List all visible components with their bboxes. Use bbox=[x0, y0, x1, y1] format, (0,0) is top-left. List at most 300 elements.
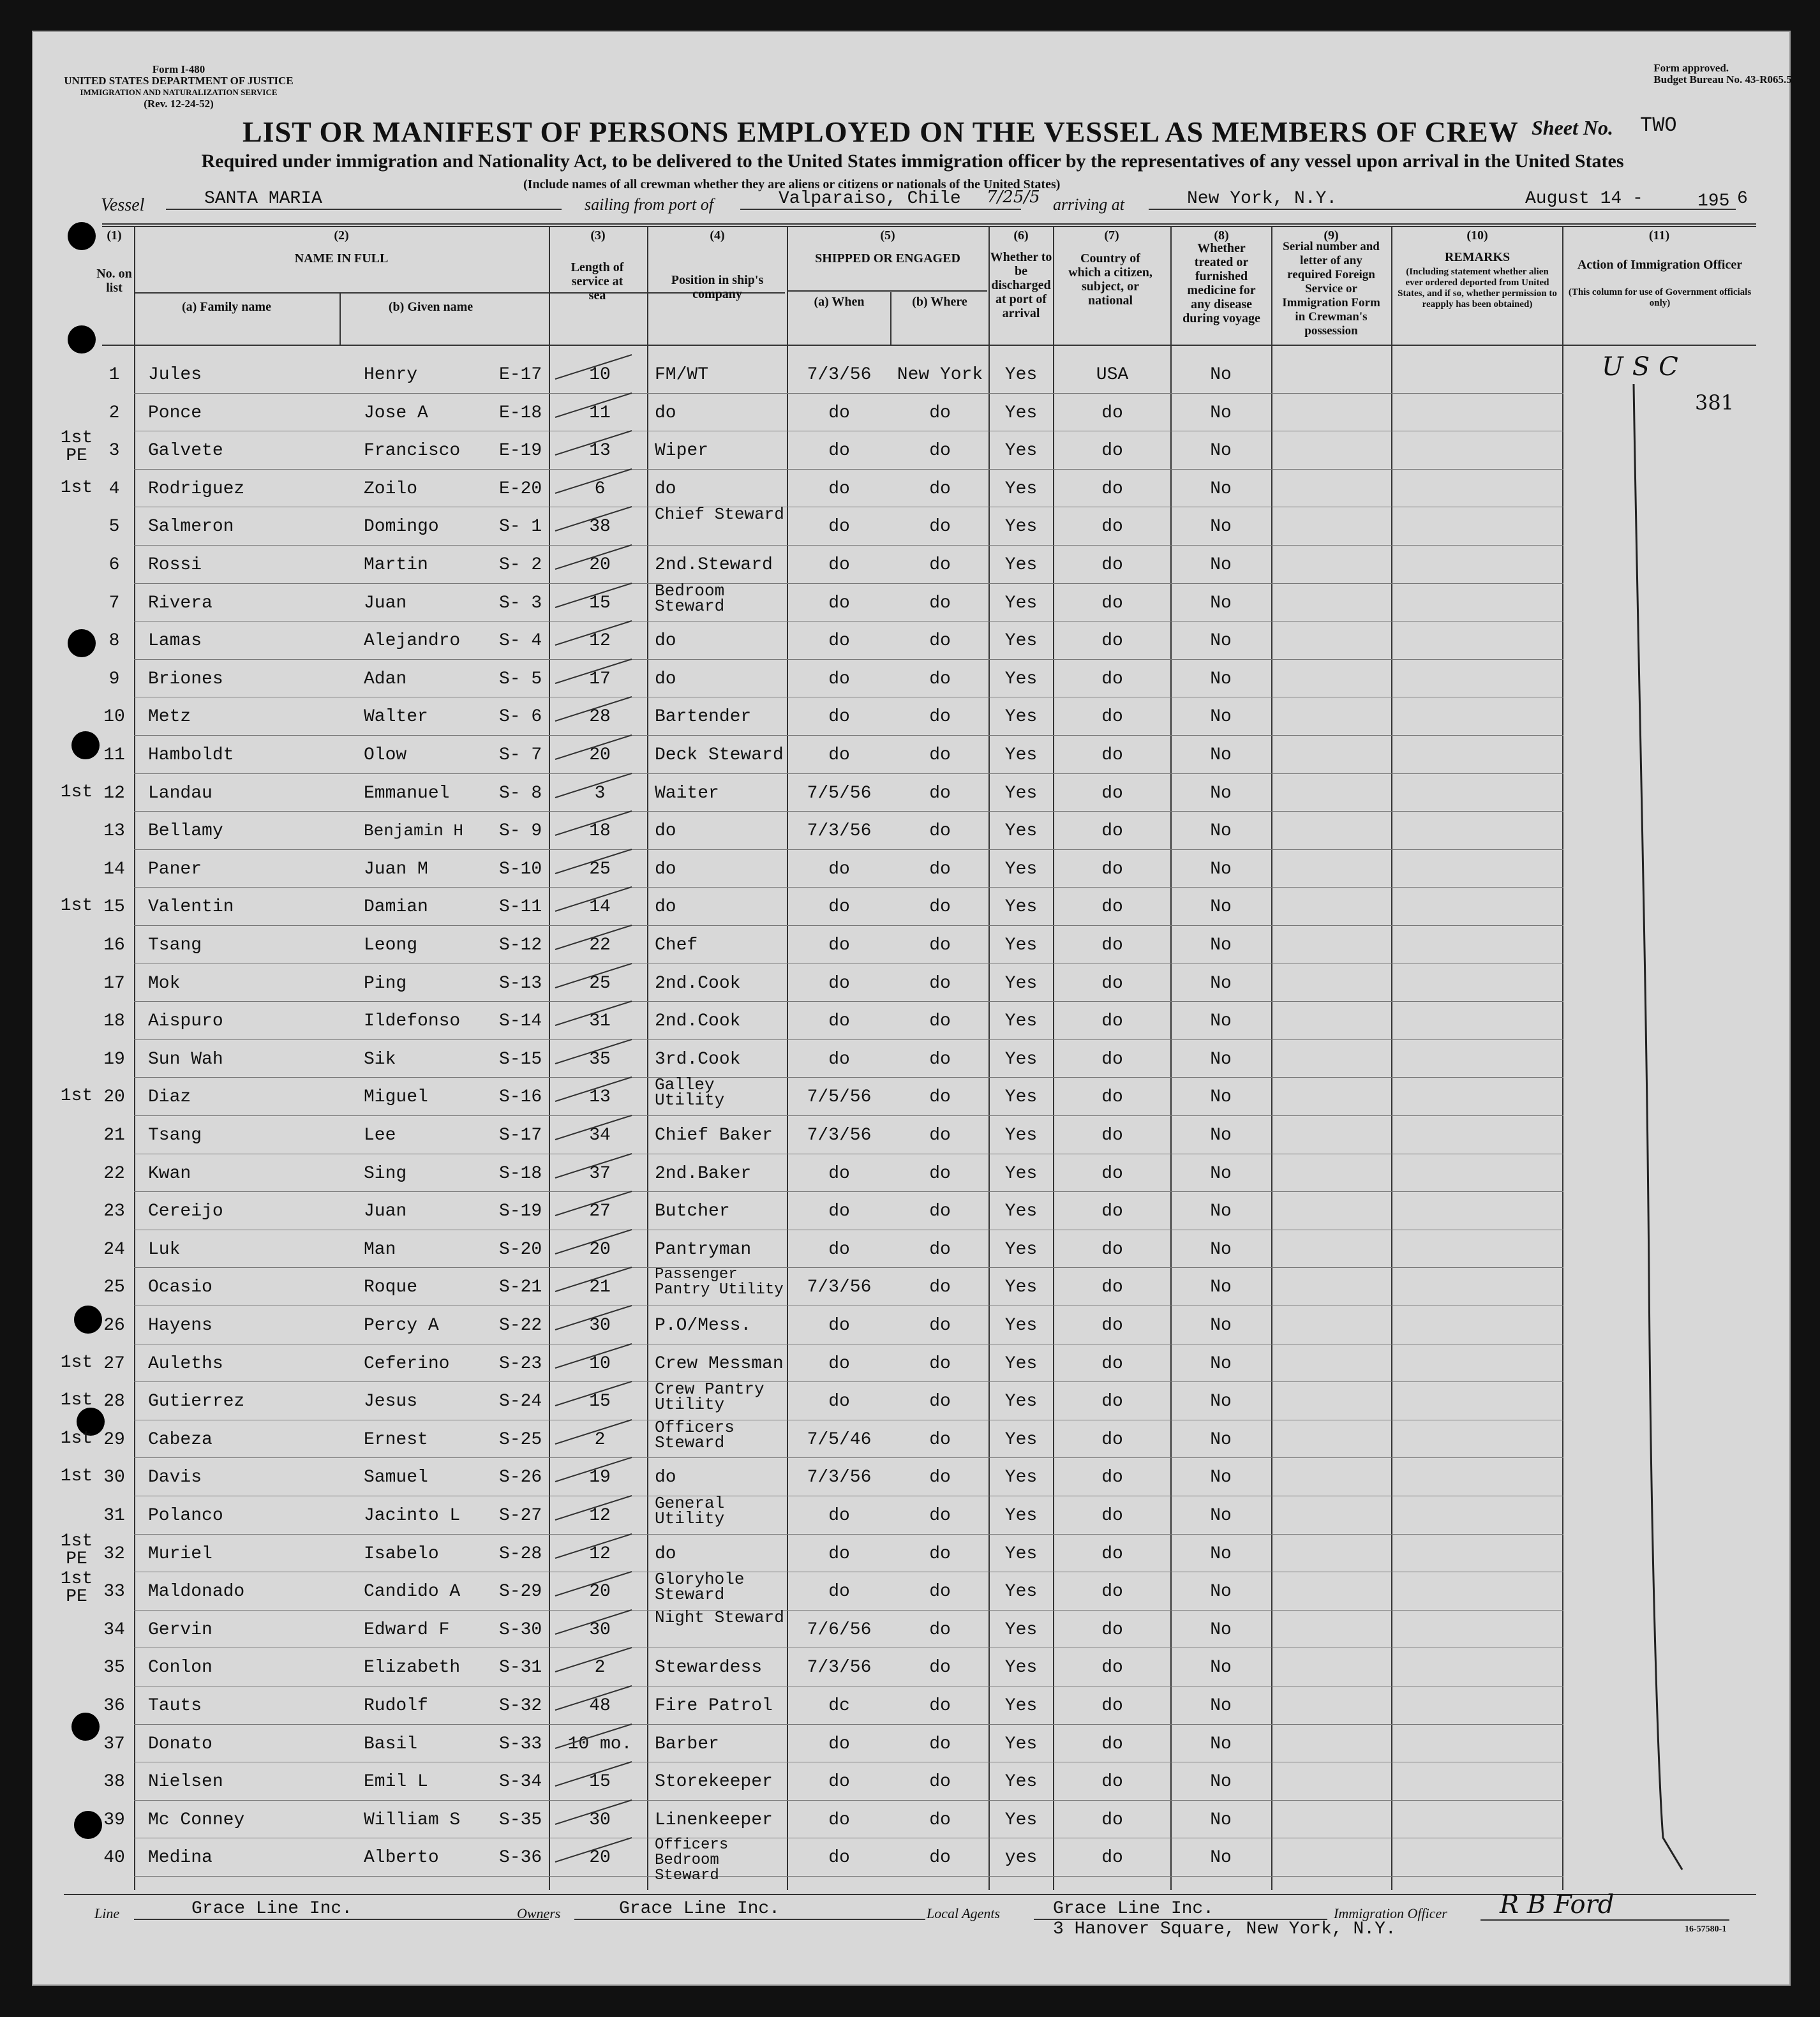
family-name: Metz bbox=[148, 707, 191, 727]
discharge: Yes bbox=[1004, 1087, 1038, 1108]
col11-subheader: (This column for use of Government officials only) bbox=[1568, 287, 1752, 308]
treated: No bbox=[1210, 1658, 1232, 1678]
service-length: 6 bbox=[594, 479, 606, 499]
service-length: 27 bbox=[589, 1202, 611, 1222]
officer-pen-line bbox=[1621, 383, 1685, 1895]
crew-code: S-16 bbox=[499, 1087, 542, 1108]
sailing-date: 7/25/5 bbox=[987, 188, 1040, 207]
engaged-when: do bbox=[828, 441, 850, 461]
row-rule bbox=[134, 469, 1563, 470]
country: do bbox=[1101, 1049, 1123, 1069]
engaged-where: do bbox=[929, 1658, 951, 1678]
vessel-label: Vessel bbox=[101, 195, 145, 215]
engaged-where: do bbox=[929, 1316, 951, 1336]
row-number: 2 bbox=[108, 403, 120, 423]
row-rule bbox=[134, 1534, 1563, 1535]
engaged-where: do bbox=[929, 1696, 951, 1716]
service-length: 15 bbox=[589, 1392, 611, 1412]
crew-code: S-18 bbox=[499, 1163, 542, 1184]
position: Fire Patrol bbox=[655, 1696, 773, 1716]
engaged-where: do bbox=[929, 1544, 951, 1564]
engaged-when: do bbox=[828, 745, 850, 765]
crew-code: S-36 bbox=[499, 1848, 542, 1868]
sailing-port: Valparaiso, Chile bbox=[740, 189, 1021, 210]
engaged-where: do bbox=[929, 707, 951, 727]
treated: No bbox=[1210, 935, 1232, 955]
crew-code: S-13 bbox=[499, 973, 542, 994]
position: Butcher bbox=[655, 1202, 730, 1222]
given-name: Jesus bbox=[364, 1392, 418, 1412]
family-name: Cabeza bbox=[148, 1429, 213, 1450]
row-rule bbox=[134, 1077, 1563, 1078]
engaged-when: 7/3/56 bbox=[807, 1658, 872, 1678]
engaged-where: do bbox=[929, 1734, 951, 1754]
discharge: Yes bbox=[1004, 1429, 1038, 1450]
position: Bedroom Steward bbox=[655, 581, 725, 616]
department: UNITED STATES DEPARTMENT OF JUSTICE bbox=[64, 75, 294, 87]
family-name: Cereijo bbox=[148, 1202, 223, 1222]
crew-code: S- 7 bbox=[499, 745, 542, 765]
engaged-where: do bbox=[929, 1239, 951, 1260]
check-tick-icon bbox=[549, 1112, 638, 1143]
engaged-where: do bbox=[929, 1772, 951, 1792]
country: do bbox=[1101, 1544, 1123, 1564]
service-length: 37 bbox=[589, 1163, 611, 1184]
position: Passenger Pantry Utility bbox=[655, 1266, 784, 1299]
given-name: Benjamin H bbox=[364, 821, 464, 841]
position: Pantryman bbox=[655, 1239, 752, 1260]
row-number: 10 bbox=[103, 707, 125, 727]
officer-label: Immigration Officer bbox=[1334, 1905, 1447, 1921]
discharge: Yes bbox=[1004, 859, 1038, 879]
country: do bbox=[1101, 1011, 1123, 1032]
check-tick-icon bbox=[549, 1263, 638, 1298]
punch-hole bbox=[68, 629, 96, 657]
treated: No bbox=[1210, 479, 1232, 499]
check-tick-icon bbox=[549, 1454, 638, 1488]
country: do bbox=[1101, 1392, 1123, 1412]
service-length: 30 bbox=[589, 1619, 611, 1640]
service-length: 12 bbox=[589, 631, 611, 651]
service-length: 12 bbox=[589, 1544, 611, 1564]
service-length: 20 bbox=[589, 555, 611, 575]
service-length: 21 bbox=[589, 1277, 611, 1298]
col1-header: No. on list bbox=[96, 267, 132, 295]
service-length: 38 bbox=[589, 517, 611, 537]
col1-number: (1) bbox=[107, 228, 122, 242]
country: USA bbox=[1096, 365, 1129, 385]
engaged-where: do bbox=[929, 821, 951, 842]
given-name: Damian bbox=[364, 897, 428, 918]
engaged-when: do bbox=[828, 1316, 850, 1336]
family-name: Rossi bbox=[148, 555, 202, 575]
row-number: 24 bbox=[103, 1239, 125, 1260]
check-tick-icon bbox=[549, 351, 638, 383]
check-tick-icon bbox=[549, 1150, 638, 1182]
row-number: 38 bbox=[103, 1772, 125, 1792]
family-name: Rivera bbox=[148, 593, 213, 613]
given-name: Isabelo bbox=[364, 1544, 439, 1564]
engaged-where: do bbox=[929, 1468, 951, 1488]
position: Chief Steward bbox=[655, 505, 784, 525]
engaged-when: do bbox=[828, 1163, 850, 1184]
check-tick-icon bbox=[549, 960, 638, 992]
arrival-year-prefix: 195 bbox=[1697, 191, 1730, 211]
service-length: 20 bbox=[589, 1848, 611, 1868]
family-name: Jules bbox=[148, 365, 202, 385]
check-tick-icon bbox=[549, 1073, 638, 1108]
col10-subheader: (Including statement whether alien ever ordered deported from United States, and if so, whether permission to reapply has been obtained) bbox=[1398, 267, 1557, 309]
engaged-where: do bbox=[929, 403, 951, 423]
treated: No bbox=[1210, 1772, 1232, 1792]
discharge: yes bbox=[1004, 1848, 1038, 1868]
discharge: Yes bbox=[1004, 1619, 1038, 1640]
engaged-where: do bbox=[929, 1049, 951, 1069]
engaged-when: do bbox=[828, 859, 850, 879]
check-tick-icon bbox=[549, 1492, 638, 1524]
column-divider bbox=[1562, 227, 1563, 1890]
treated: No bbox=[1210, 1544, 1232, 1564]
crew-code: S-27 bbox=[499, 1506, 542, 1526]
given-name: Sik bbox=[364, 1049, 396, 1069]
row-number: 28 bbox=[103, 1392, 125, 1412]
engaged-where: do bbox=[929, 783, 951, 803]
page-title: LIST OR MANIFEST OF PERSONS EMPLOYED ON THE VESSEL AS MEMBERS OF CREW bbox=[242, 115, 1519, 148]
form-number: Form I-480 bbox=[152, 63, 205, 75]
crew-code: S-33 bbox=[499, 1734, 542, 1754]
position: 2nd.Baker bbox=[655, 1163, 752, 1184]
row-mark: 1st bbox=[60, 1390, 93, 1411]
position: Gloryhole Steward bbox=[655, 1570, 745, 1605]
col5a-header: (a) When bbox=[814, 295, 865, 309]
row-rule bbox=[134, 1381, 1563, 1382]
crew-code: E-17 bbox=[499, 365, 542, 385]
check-tick-icon bbox=[549, 427, 638, 459]
row-mark: 1st PE bbox=[60, 1569, 93, 1607]
crew-code: S-32 bbox=[499, 1696, 542, 1716]
given-name: Ping bbox=[364, 973, 407, 994]
row-number: 25 bbox=[103, 1277, 125, 1298]
engaged-when: do bbox=[828, 1011, 850, 1032]
position: 2nd.Cook bbox=[655, 1011, 741, 1032]
check-tick-icon bbox=[549, 617, 638, 649]
given-name: Elizabeth bbox=[364, 1658, 461, 1678]
given-name: Juan M bbox=[364, 859, 428, 879]
family-name: Landau bbox=[148, 783, 213, 803]
engaged-where: do bbox=[929, 1126, 951, 1145]
service-length: 35 bbox=[589, 1049, 611, 1069]
row-number: 35 bbox=[103, 1658, 125, 1678]
given-name: Ildefonso bbox=[364, 1011, 461, 1032]
family-name: Tsang bbox=[148, 1126, 202, 1145]
check-tick-icon bbox=[549, 770, 638, 801]
row-mark: 1st bbox=[60, 1352, 93, 1373]
include-note: (Include names of all crewman whether they are aliens or citizens or nationals of the United States) bbox=[523, 177, 1061, 191]
discharge: Yes bbox=[1004, 1239, 1038, 1260]
engaged-when: dc bbox=[828, 1696, 850, 1716]
engaged-where: do bbox=[929, 1429, 951, 1450]
position: do bbox=[655, 1544, 676, 1564]
row-number: 1 bbox=[108, 365, 120, 385]
engaged-where: do bbox=[929, 745, 951, 765]
discharge: Yes bbox=[1004, 365, 1038, 385]
country: do bbox=[1101, 555, 1123, 575]
treated: No bbox=[1210, 973, 1232, 994]
row-mark: 1st bbox=[60, 477, 93, 498]
row-number: 18 bbox=[103, 1011, 125, 1032]
row-rule bbox=[134, 1267, 1563, 1268]
row-rule bbox=[134, 1115, 1563, 1116]
subheader-line bbox=[788, 290, 987, 292]
check-tick-icon bbox=[549, 1568, 638, 1600]
manifest-sheet bbox=[32, 31, 1791, 1986]
column-divider bbox=[988, 227, 990, 1890]
subtitle: Required under immigration and Nationality Act, to be delivered to the United States immigration officer by the representatives of any vessel upon arrival in the United States bbox=[201, 151, 1624, 172]
treated: No bbox=[1210, 1239, 1232, 1260]
position: P.O/Mess. bbox=[655, 1316, 752, 1336]
given-name: Candido A bbox=[364, 1582, 461, 1602]
discharge: Yes bbox=[1004, 1772, 1038, 1792]
crew-code: E-18 bbox=[499, 403, 542, 423]
discharge: Yes bbox=[1004, 479, 1038, 499]
row-rule bbox=[134, 1001, 1563, 1002]
crew-code: S-22 bbox=[499, 1316, 542, 1336]
given-name: Man bbox=[364, 1239, 396, 1260]
treated: No bbox=[1210, 1810, 1232, 1830]
position: Chief Baker bbox=[655, 1126, 773, 1145]
col10-header: REMARKS bbox=[1444, 250, 1510, 264]
given-name: Henry bbox=[364, 365, 418, 385]
treated: No bbox=[1210, 859, 1232, 879]
col11-number: (11) bbox=[1648, 228, 1670, 242]
discharge: Yes bbox=[1004, 821, 1038, 842]
position: do bbox=[655, 897, 676, 918]
crew-code: S- 8 bbox=[499, 783, 542, 803]
row-number: 27 bbox=[103, 1353, 125, 1374]
discharge: Yes bbox=[1004, 973, 1038, 994]
country: do bbox=[1101, 1772, 1123, 1792]
row-number: 22 bbox=[103, 1163, 125, 1184]
col6-number: (6) bbox=[1013, 228, 1029, 242]
country: do bbox=[1101, 935, 1123, 955]
service-length: 34 bbox=[589, 1126, 611, 1145]
punch-hole bbox=[68, 222, 96, 250]
crew-code: S-35 bbox=[499, 1810, 542, 1830]
discharge: Yes bbox=[1004, 783, 1038, 803]
crew-code: S-23 bbox=[499, 1353, 542, 1374]
family-name: Valentin bbox=[148, 897, 234, 918]
crew-code: S-15 bbox=[499, 1049, 542, 1069]
engaged-where: do bbox=[929, 517, 951, 537]
country: do bbox=[1101, 631, 1123, 651]
country: do bbox=[1101, 1696, 1123, 1716]
discharge: Yes bbox=[1004, 935, 1038, 955]
engaged-when: do bbox=[828, 973, 850, 994]
given-name: Ernest bbox=[364, 1429, 428, 1450]
agents-address: 3 Hanover Square, New York, N.Y. bbox=[1053, 1919, 1396, 1939]
family-name: Mc Conney bbox=[148, 1810, 245, 1830]
engaged-where: do bbox=[929, 1353, 951, 1374]
family-name: Sun Wah bbox=[148, 1049, 223, 1069]
service-length: 13 bbox=[589, 441, 611, 461]
row-rule bbox=[134, 1610, 1563, 1611]
engaged-where: do bbox=[929, 631, 951, 651]
check-tick-icon bbox=[549, 465, 638, 497]
row-number: 37 bbox=[103, 1734, 125, 1754]
column-divider bbox=[787, 227, 788, 1890]
engaged-where: do bbox=[929, 555, 951, 575]
treated: No bbox=[1210, 593, 1232, 613]
check-tick-icon bbox=[549, 731, 638, 763]
treated: No bbox=[1210, 707, 1232, 727]
given-name: Jose A bbox=[364, 403, 428, 423]
engaged-when: do bbox=[828, 1582, 850, 1602]
position: Bartender bbox=[655, 707, 752, 727]
service-length: 15 bbox=[589, 1772, 611, 1792]
row-number: 32 bbox=[103, 1544, 125, 1564]
form-header-block bbox=[45, 64, 313, 110]
table-top-border bbox=[102, 226, 1756, 227]
family-name: Kwan bbox=[148, 1163, 191, 1184]
treated: No bbox=[1210, 1582, 1232, 1602]
position: Chef bbox=[655, 935, 698, 955]
service-length: 22 bbox=[589, 935, 611, 955]
treated: No bbox=[1210, 1049, 1232, 1069]
discharge: Yes bbox=[1004, 1277, 1038, 1298]
engaged-where: do bbox=[929, 1011, 951, 1032]
column-divider bbox=[339, 292, 341, 346]
crew-code: S-28 bbox=[499, 1544, 542, 1564]
table-top-border bbox=[102, 223, 1756, 225]
engaged-where: do bbox=[929, 593, 951, 613]
crew-code: S-10 bbox=[499, 859, 542, 879]
given-name: Lee bbox=[364, 1126, 396, 1145]
discharge: Yes bbox=[1004, 1810, 1038, 1830]
family-name: Auleths bbox=[148, 1353, 223, 1374]
position: Galley Utility bbox=[655, 1075, 725, 1110]
treated: No bbox=[1210, 783, 1232, 803]
treated: No bbox=[1210, 1619, 1232, 1640]
row-rule bbox=[134, 393, 1563, 394]
given-name: Juan bbox=[364, 593, 407, 613]
row-rule bbox=[134, 583, 1563, 584]
usc-annotation: USC bbox=[1602, 352, 1687, 382]
engaged-when: 7/6/56 bbox=[807, 1619, 872, 1640]
family-name: Tsang bbox=[148, 935, 202, 955]
col2b-header: (b) Given name bbox=[388, 300, 474, 314]
arriving-label: arriving at bbox=[1053, 195, 1124, 214]
service-length: 48 bbox=[589, 1696, 611, 1716]
row-number: 17 bbox=[103, 973, 125, 994]
crew-code: S- 3 bbox=[499, 593, 542, 613]
revision: (Rev. 12-24-52) bbox=[144, 98, 214, 110]
engaged-when: do bbox=[828, 1848, 850, 1868]
given-name: Roque bbox=[364, 1277, 418, 1298]
col2-header: NAME IN FULL bbox=[294, 251, 389, 265]
discharge: Yes bbox=[1004, 555, 1038, 575]
family-name: Gutierrez bbox=[148, 1392, 245, 1412]
check-tick-icon bbox=[549, 579, 638, 611]
crew-code: S-25 bbox=[499, 1429, 542, 1450]
discharge: Yes bbox=[1004, 1506, 1038, 1526]
given-name: Leong bbox=[364, 935, 418, 955]
engaged-when: 7/3/56 bbox=[807, 821, 872, 842]
engaged-where: do bbox=[929, 1392, 951, 1412]
row-number: 21 bbox=[103, 1126, 125, 1145]
row-number: 26 bbox=[103, 1316, 125, 1336]
col11-header: Action of Immigration Officer bbox=[1577, 258, 1743, 272]
engaged-where: do bbox=[929, 897, 951, 918]
crew-code: S- 6 bbox=[499, 707, 542, 727]
crew-code: S-11 bbox=[499, 897, 542, 918]
country: do bbox=[1101, 783, 1123, 803]
check-tick-icon bbox=[549, 503, 638, 535]
engaged-where: do bbox=[929, 1202, 951, 1222]
col7-number: (7) bbox=[1104, 228, 1119, 242]
discharge: Yes bbox=[1004, 1582, 1038, 1602]
row-rule bbox=[134, 1039, 1563, 1040]
discharge: Yes bbox=[1004, 1316, 1038, 1336]
row-number: 15 bbox=[103, 897, 125, 918]
engaged-when: do bbox=[828, 1049, 850, 1069]
row-mark: 1st bbox=[60, 1428, 93, 1448]
engaged-when: do bbox=[828, 707, 850, 727]
country: do bbox=[1101, 1239, 1123, 1260]
service-length: 20 bbox=[589, 1239, 611, 1260]
country: do bbox=[1101, 1468, 1123, 1488]
country: do bbox=[1101, 403, 1123, 423]
engaged-where: New York bbox=[897, 365, 983, 385]
position: Officers Bedroom Steward bbox=[655, 1836, 729, 1885]
check-tick-icon bbox=[549, 1758, 638, 1790]
given-name: Miguel bbox=[364, 1087, 428, 1108]
family-name: Gervin bbox=[148, 1619, 213, 1640]
service-length: 30 bbox=[589, 1810, 611, 1830]
service-length: 31 bbox=[589, 1011, 611, 1032]
col2-number: (2) bbox=[334, 228, 349, 242]
check-tick-icon bbox=[549, 1226, 638, 1258]
country: do bbox=[1101, 1277, 1123, 1298]
col8-header: Whether treated or furnished medicine for any disease during voyage bbox=[1182, 241, 1260, 325]
discharge: Yes bbox=[1004, 517, 1038, 537]
col8-number: (8) bbox=[1214, 228, 1229, 242]
check-tick-icon bbox=[549, 389, 638, 421]
country: do bbox=[1101, 973, 1123, 994]
engaged-where: do bbox=[929, 1848, 951, 1868]
discharge: Yes bbox=[1004, 1544, 1038, 1564]
family-name: Polanco bbox=[148, 1506, 223, 1526]
family-name: Aispuro bbox=[148, 1011, 223, 1032]
country: do bbox=[1101, 745, 1123, 765]
row-number: 13 bbox=[103, 821, 125, 842]
discharge: Yes bbox=[1004, 1049, 1038, 1069]
position: do bbox=[655, 479, 676, 499]
given-name: Zoilo bbox=[364, 479, 418, 499]
check-tick-icon bbox=[549, 1834, 638, 1866]
row-mark: 1st PE bbox=[60, 1531, 93, 1569]
check-tick-icon bbox=[549, 1036, 638, 1068]
discharge: Yes bbox=[1004, 593, 1038, 613]
row-number: 5 bbox=[108, 517, 120, 537]
position: Wiper bbox=[655, 441, 709, 461]
family-name: Rodriguez bbox=[148, 479, 245, 499]
row-rule bbox=[134, 849, 1563, 850]
column-divider bbox=[1053, 227, 1054, 1890]
engaged-where: do bbox=[929, 973, 951, 994]
country: do bbox=[1101, 897, 1123, 918]
engaged-when: do bbox=[828, 1544, 850, 1564]
crew-code: S-26 bbox=[499, 1468, 542, 1488]
